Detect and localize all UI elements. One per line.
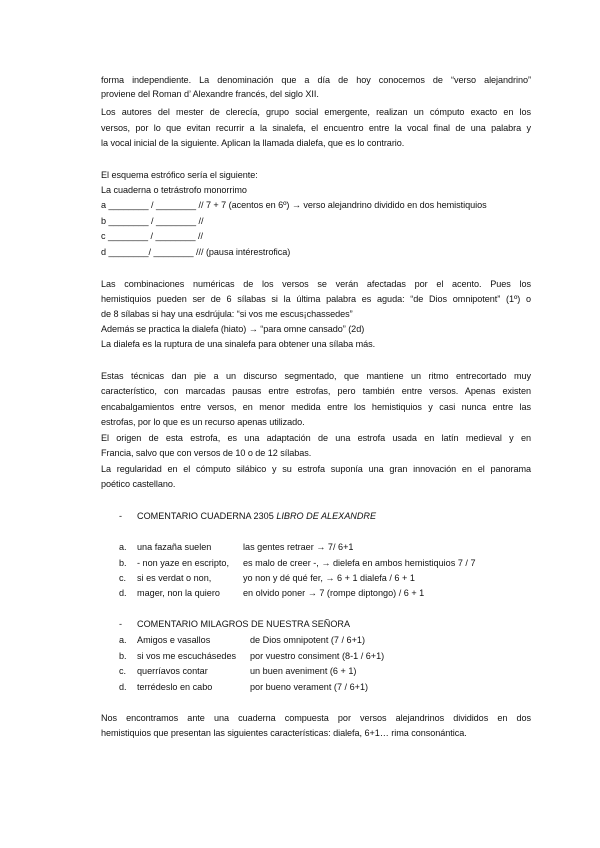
text-line: característico, con marcadas pausas entre estrofas, pero también entre versos. Apenas existen	[101, 386, 531, 396]
hemistich-second: yo non y dé qué fer, → 6 + 1 dialefa / 6 + 1	[243, 573, 415, 583]
text-line: hemistiquios que presentan las siguientes características: dialefa, 6+1… rima consonántica.	[101, 728, 467, 738]
scheme-line: b ________ / ________ //	[101, 216, 204, 226]
text-line: forma independiente. La denominación que a día de hoy conocemos de “verso alejandrino”	[101, 75, 531, 85]
text-line: estrofas, por lo que es un recurso apenas utilizado.	[101, 417, 305, 427]
text-line: de 8 sílabas si hay una esdrújula: “si vos me escus¡chassedes”	[101, 309, 353, 319]
list-letter: d.	[119, 588, 127, 598]
section-heading: COMENTARIO MILAGROS DE NUESTRA SEÑORA	[137, 619, 351, 629]
hemistich-first: - non yaze en escripto,	[137, 558, 229, 568]
list-letter: c.	[119, 573, 127, 583]
hemistich-second: las gentes retraer → 7/ 6+1	[243, 542, 354, 552]
text-line: la vocal inicial de la siguiente. Aplican la llamada dialefa, que es lo contrario.	[101, 138, 405, 148]
scheme-line: a ________ / ________ // 7 + 7 (acentos en 6º) → verso alejandrino dividido en dos hemistiquios	[101, 200, 487, 210]
list-letter: a.	[119, 635, 127, 645]
hemistich-second: en olvido poner → 7 (rompe diptongo) / 6 + 1	[243, 588, 425, 598]
scheme-title: La cuaderna o tetrástrofo monorrimo	[101, 185, 247, 195]
hemistich-first: si es verdat o non,	[137, 573, 212, 583]
hemistich-first: Amigos e vasallos	[137, 635, 211, 645]
hemistich-second: de Dios omnipotent (7 / 6+1)	[250, 635, 365, 645]
list-letter: a.	[119, 542, 127, 552]
scheme-line: d ________/ ________ /// (pausa intérestrofica)	[101, 247, 291, 257]
list-letter: d.	[119, 682, 127, 692]
list-letter: c.	[119, 666, 127, 676]
list-letter: b.	[119, 651, 127, 661]
text-line: poético castellano.	[101, 479, 176, 489]
text-line: Francia, salvo que con versos de 10 o de 12 sílabas.	[101, 448, 312, 458]
text-line: El origen de esta estrofa, es una adaptación de una estrofa usada en latín medieval y en	[101, 433, 531, 443]
text-line: La dialefa es la ruptura de una sinalefa para obtener una sílaba más.	[101, 339, 376, 349]
scheme-intro: El esquema estrófico sería el siguiente:	[101, 170, 258, 180]
text-line: encabalgamientos entre versos, en menor medida entre los hemistiquios y casi nunca entre las	[101, 402, 531, 412]
text-line: hemistiquios pueden ser de 6 sílabas si la última palabra es aguda: “de Dios omnipotent” (1º) o	[101, 294, 531, 304]
hemistich-first: si vos me escuchásedes	[137, 651, 237, 661]
section-heading: COMENTARIO CUADERNA 2305 LIBRO DE ALEXANDRE	[137, 511, 377, 521]
list-letter: b.	[119, 558, 127, 568]
text-line: Nos encontramos ante una cuaderna compuesta por versos alejandrinos divididos en dos	[101, 713, 531, 723]
section-dash: -	[119, 619, 123, 629]
hemistich-second: por vuestro consiment (8-1 / 6+1)	[250, 651, 385, 661]
text-line: La regularidad en el cómputo silábico y su estrofa suponía una gran innovación en el panorama	[101, 464, 531, 474]
hemistich-first: querríavos contar	[137, 666, 208, 676]
hemistich-first: terrédeslo en cabo	[137, 682, 213, 692]
hemistich-second: es malo de creer -, → dielefa en ambos hemistiquios 7 / 7	[243, 558, 476, 568]
hemistich-first: una fazaña suelen	[137, 542, 212, 552]
text-line: Las combinaciones numéricas de los versos se verán afectadas por el acento. Pues los	[101, 279, 531, 289]
text-line: Los autores del mester de clerecía, grupo social emergente, realizan un cómputo exacto en los	[101, 107, 531, 117]
text-line: Además se practica la dialefa (hiato) → “para omne cansado” (2d)	[101, 324, 365, 334]
hemistich-second: por bueno verament (7 / 6+1)	[250, 682, 369, 692]
text-line: versos, por lo que evitan recurrir a la sinalefa, el encuentro entre la vocal final de una palabra y	[101, 123, 531, 133]
text-line: Estas técnicas dan pie a un discurso segmentado, que mantiene un ritmo entrecortado muy	[101, 371, 531, 381]
text-line: proviene del Roman d’ Alexandre francés, del siglo XII.	[101, 89, 319, 99]
scheme-line: c ________ / ________ //	[101, 231, 203, 241]
hemistich-first: mager, non la quiero	[137, 588, 220, 598]
section-dash: -	[119, 511, 123, 521]
hemistich-second: un buen aveniment (6 + 1)	[250, 666, 357, 676]
